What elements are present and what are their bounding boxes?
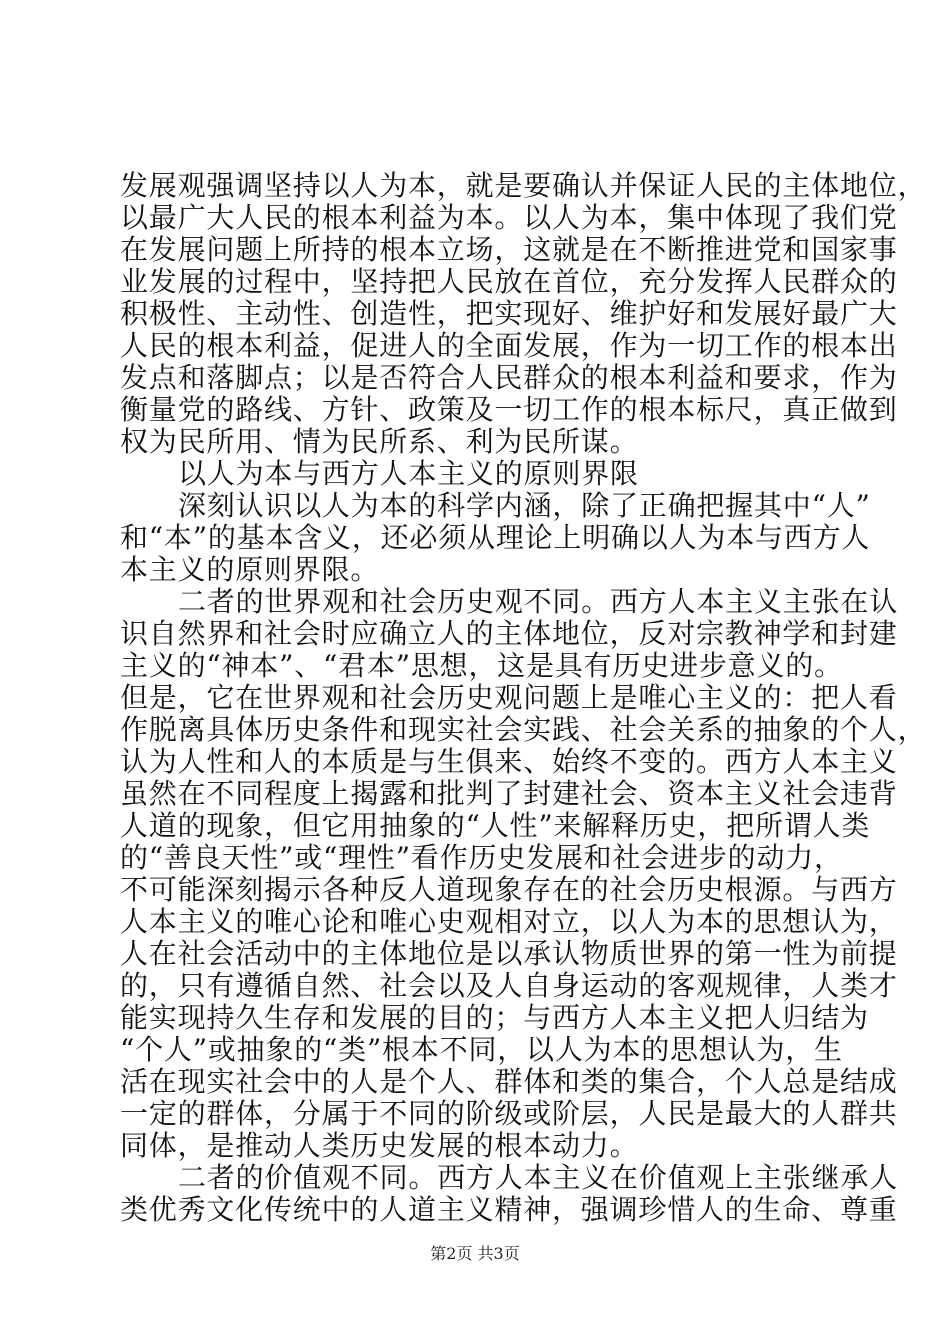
text-line: 一定的群体，分属于不同的阶级或阶层，人民是最大的人群共 [120,1097,898,1130]
paragraph [120,169,927,458]
text-line: 权为民所用、情为民所系、利为民所谋。 [120,425,639,458]
text-line: 本主义的原则界限。 [120,553,380,586]
text-line: 积极性、主动性、创造性，把实现好、维护好和发展好最广大 [120,297,898,330]
text-line: 人在社会活动中的主体地位是以承认物质世界的第一性为前提 [120,937,898,970]
paragraph [120,1161,899,1226]
text-line: 的“善良天性”或“理性”看作历史发展和社会进步的动力， [120,841,843,874]
text-line: 二者的世界观和社会历史观不同。西方人本主义主张在认 [178,585,899,618]
page-footer [0,1244,950,1264]
text-line: 的，只有遵循自然、社会以及人自身运动的客观规律，人类才 [120,969,898,1002]
text-line: 不可能深刻揭示各种反人道现象存在的社会历史根源。与西方 [120,873,898,906]
text-line: 主义的“神本”、“君本”思想，这是具有历史进步意义的。 [120,649,843,682]
text-line: 但是，它在世界观和社会历史观问题上是唯心主义的：把人看 [120,681,898,714]
heading-text: 以人为本与西方人本主义的原则界限 [178,457,639,490]
text-line: 深刻认识以人为本的科学内涵，除了正确把握其中“人” [178,489,871,522]
text-line: 识自然界和社会时应确立人的主体地位，反对宗教神学和封建 [120,617,898,650]
text-line: 认为人性和人的本质是与生俱来、始终不变的。西方人本主义 [120,745,898,778]
text-line: 能实现持久生存和发展的目的；与西方人本主义把人归结为 [120,1001,869,1034]
text-line: 二者的价值观不同。西方人本主义在价值观上主张继承人 [178,1161,899,1194]
text-line: “个人”或抽象的“类”根本不同，以人为本的思想认为，生 [120,1033,843,1066]
text-line: 活在现实社会中的人是个人、群体和类的集合，个人总是结成 [120,1065,898,1098]
text-line: 衡量党的路线、方针、政策及一切工作的根本标尺，真正做到 [120,393,898,426]
text-line: 同体，是推动人类历史发展的根本动力。 [120,1129,639,1162]
text-line: 发展观强调坚持以人为本，就是要确认并保证人民的主体地位， [120,169,927,202]
document-body [120,169,927,1226]
text-line: 以最广大人民的根本利益为本。以人为本，集中体现了我们党 [120,201,898,234]
text-line: 业发展的过程中，坚持把人民放在首位，充分发挥人民群众的 [120,265,898,298]
text-line: 人道的现象，但它用抽象的“人性”来解释历史，把所谓人类 [120,809,871,842]
text-line: 人民的根本利益，促进人的全面发展，作为一切工作的根本出 [120,329,898,362]
page-number: 第2页 共3页 [430,1244,520,1263]
section-heading [120,458,832,490]
text-line: 和“本”的基本含义，还必须从理论上明确以人为本与西方人 [120,521,871,554]
paragraph [120,489,871,586]
paragraph [120,585,927,1162]
text-line: 人本主义的唯心论和唯心史观相对立，以人为本的思想认为， [120,905,898,938]
text-line: 类优秀文化传统中的人道主义精神，强调珍惜人的生命、尊重 [120,1193,898,1226]
text-line: 作脱离具体历史条件和现实社会实践、社会关系的抽象的个人， [120,713,927,746]
text-line: 发点和落脚点；以是否符合人民群众的根本利益和要求，作为 [120,361,898,394]
text-line: 在发展问题上所持的根本立场，这就是在不断推进党和国家事 [120,233,898,266]
text-line: 虽然在不同程度上揭露和批判了封建社会、资本主义社会违背 [120,777,898,810]
